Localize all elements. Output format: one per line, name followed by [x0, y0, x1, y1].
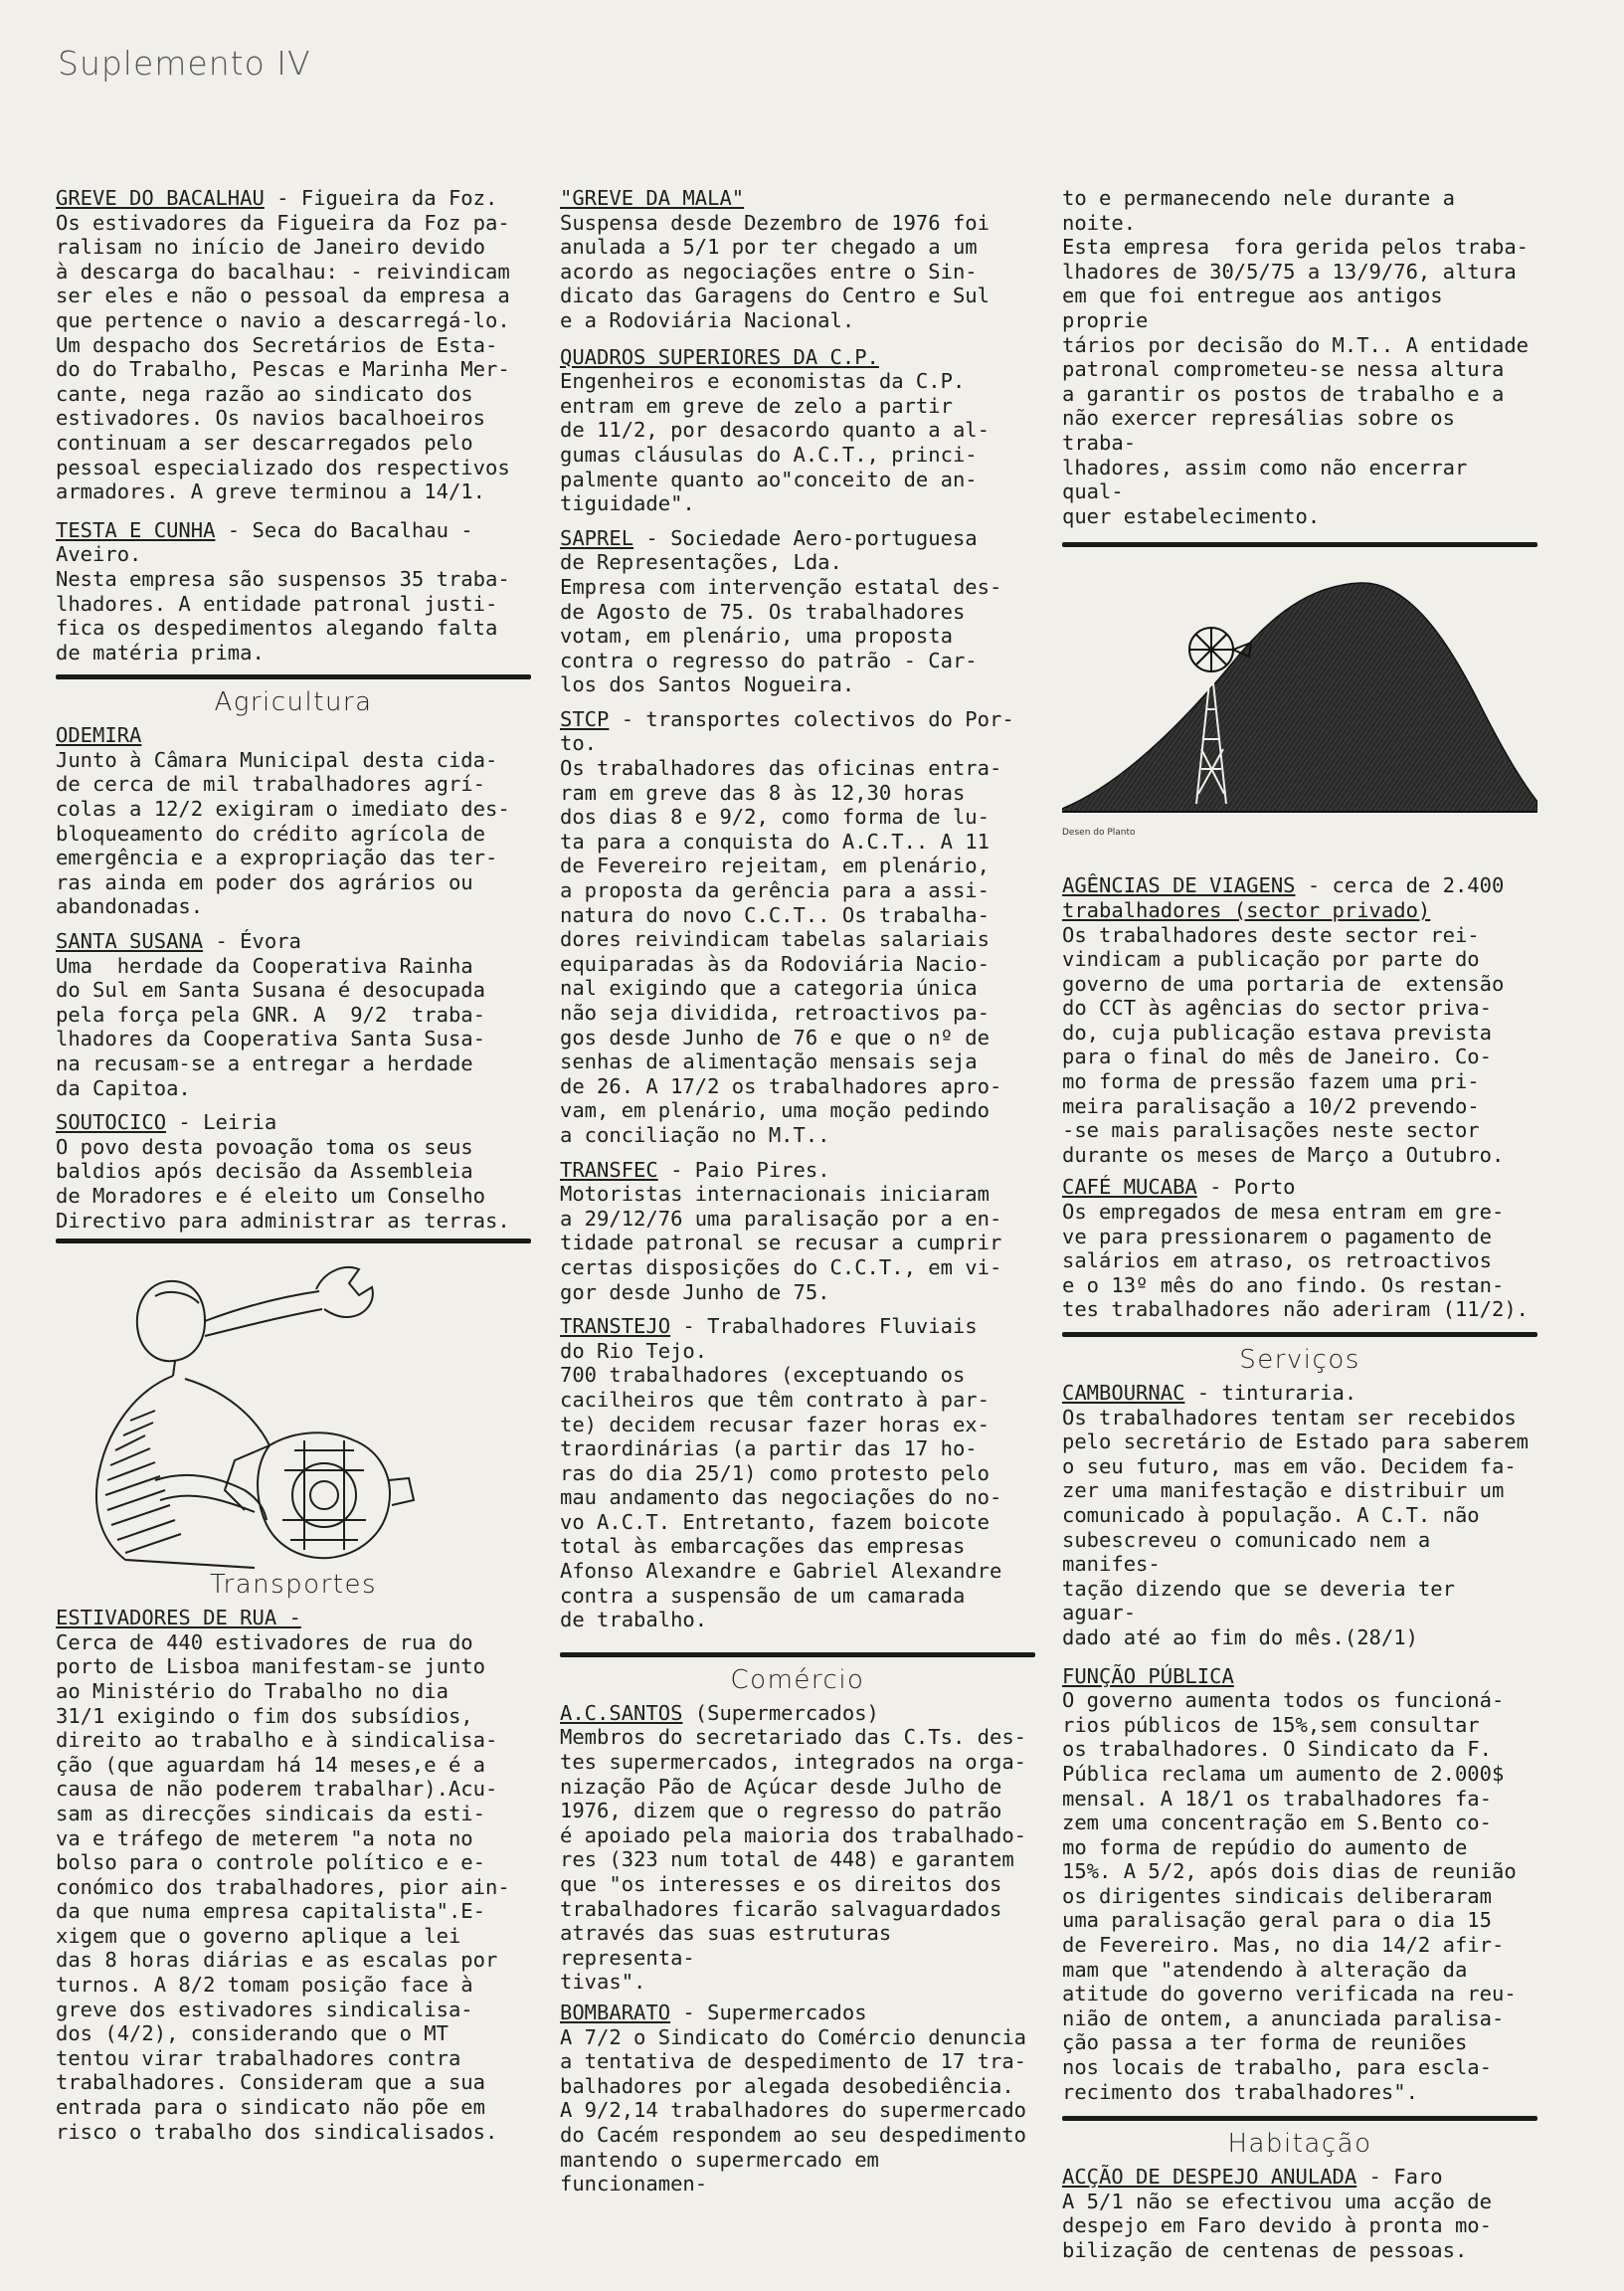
section-divider — [1062, 2116, 1537, 2121]
worker-wrench-illustration — [56, 1251, 531, 1600]
article-heading-rest: - Sociedade Aero-portuguesa de Representações, Lda. — [560, 525, 978, 575]
article-greve-bacalhau — [56, 186, 531, 504]
article-heading-rest: - Supermercados — [670, 2000, 867, 2024]
article-body: Uma herdade da Cooperativa Rainha do Sul em Santa Susana é desocupada pela força pela GNR. A 9/2 traba- lhadores da Cooperativa Santa Susa- na recusam-se a entregar a herdade da Capitoa. — [56, 953, 485, 1100]
article-heading: AGÊNCIAS DE VIAGENS — [1062, 873, 1296, 898]
article-funcao-publica — [1062, 1664, 1537, 2105]
section-title-transportes: Transportes — [209, 1570, 378, 1601]
illustration-caption: Desen do Planto — [1062, 828, 1136, 839]
article-body: Os trabalhadores tentam ser recebidos pelo secretário de Estado para saberem o seu futuro, mas em vão. Decidem fa- zer uma manifestação e distribuir um comunicado à população. A C.T. não subescreveu o comunicado nem a manifes- tação dizendo que se deveria ter aguar- dado até ao fim do mês.(28/1) — [1062, 1405, 1529, 1649]
article-heading-rest: - tinturaria. — [1184, 1381, 1357, 1405]
article-testa-cunha — [56, 518, 531, 666]
article-bombarato — [560, 2001, 1035, 2196]
article-subheading: trabalhadores (sector privado) — [1062, 897, 1431, 922]
article-heading-rest: - Figueira da Foz. — [264, 186, 498, 210]
article-heading-rest: - Leiria — [166, 1110, 277, 1135]
article-transfec — [560, 1158, 1035, 1305]
article-heading: "GREVE DA MALA" — [560, 186, 745, 210]
article-greve-mala — [560, 186, 1035, 333]
article-heading: A.C.SANTOS — [560, 1700, 683, 1725]
mountain-windmill-drawing — [1062, 555, 1537, 824]
article-heading: ACÇÃO DE DESPEJO ANULADA — [1062, 2165, 1357, 2190]
article-transtejo — [560, 1314, 1035, 1632]
section-title-servicos: Serviços — [1239, 1345, 1360, 1375]
article-body: Nesta empresa são suspensos 35 traba- lhadores. A entidade patronal justi- fica os despedimentos alegando falta de matéria prima. — [56, 566, 510, 665]
article-heading: FUNÇÃO PÚBLICA — [1062, 1663, 1234, 1688]
article-saprel — [560, 526, 1035, 697]
article-body: O governo aumenta todos os funcioná- rios públicos de 15%,sem consultar os trabalhadores. O Sindicato da F. Pública reclama um aumento de 2.000$ mensal. A 18/1 os trabalhadores fa- zem uma concentração em S.Bento co- mo forma de repúdio do aumento de 15%. A 5/2, após dois dias de reunião os dirigentes sindicais deliberaram uma paralisação geral para o dia 15 de Fevereiro. Mas, no dia 14/2 afir- mam que "atendendo à alteração da atitude do governo verificada na reu- nião de ontem, a anunciada paralisa- ção passa a ter forma de reuniões nos locais de trabalho, para escla- recimento dos trabalhadores". — [1062, 1688, 1517, 2104]
article-subheading: Engenheiros e economistas da C.P. — [560, 369, 966, 394]
article-body: Os empregados de mesa entram em gre- ve para pressionarem o pagamento de salários em atraso, os retroactivos e o 13º mês do ano findo. Os restan- tes trabalhadores não aderiram (11/2). — [1062, 1200, 1529, 1322]
article-heading-rest: - transportes colectivos do Por- to. — [560, 706, 1014, 756]
article-heading: ODEMIRA — [56, 723, 142, 748]
article-stcp — [560, 707, 1035, 1148]
section-divider — [56, 674, 531, 679]
article-body: Os trabalhadores deste sector rei- vindicam a publicação por parte do governo de uma portaria de extensão do CCT às agências do sector priva- do, cuja publicação estava prevista para o final do mês de Janeiro. Co- mo forma de pressão fazem uma pri- meira paralisação a 10/2 prevendo- -se mais paralisações neste sector durante os meses de Março a Outubro. — [1062, 922, 1505, 1167]
article-heading: CAFÉ MUCABA — [1062, 1175, 1197, 1200]
article-heading: ESTIVADORES DE RUA - — [56, 1606, 301, 1630]
article-body: Os trabalhadores das oficinas entra- ram em greve das 8 às 12,30 horas dos dias 8 e 9/2, como forma de lu- ta para a conquista do A.C.T.. A 11 de Fevereiro rejeitam, em plenário, a proposta da gerência para a assi- natura do novo C.C.T.. Os trabalha- dores reivindicam tabelas salariais equiparadas às da Rodoviária Nacio- nal exigindo que a categoria única não seja dividida, retroactivos pa- gos desde Junho de 76 e que o nº de senhas de alimentação mensais seja de 26. A 17/2 os trabalhadores apro- vam, em plenário, uma moção pedindo a conciliação no M.T.. — [560, 756, 1002, 1147]
section-title-habitacao: Habitação — [1227, 2129, 1372, 2160]
section-title-agricultura: Agricultura — [214, 687, 373, 718]
article-heading-rest: - cerca de 2.400 — [1295, 873, 1505, 898]
article-agencias-viagens — [1062, 873, 1537, 1167]
article-cambournac — [1062, 1381, 1537, 1650]
article-heading: SANTA SUSANA — [56, 929, 204, 954]
article-body: Cerca de 440 estivadores de rua do porto de Lisboa manifestam-se junto ao Ministério do Trabalho no dia 31/1 exigindo o fim dos subsídios, direito ao trabalho e à sindicalisa- ção (que aguardam há 14 meses,e é a causa de não poderem trabalhar).Acu- sam as direcções sindicais da esti- va e tráfego de meterem "a nota no bolso para o controle político e e- conómico dos trabalhadores, pior ain- da que numa empresa capitalista".E- xigem que o governo aplique a lei das 8 horas diárias e as escalas por turnos. A 8/2 tomam posição face à greve dos estivadores sindicalisa- dos (4/2), considerando que o MT tentou virar trabalhadores contra trabalhadores. Consideram que a sua entrada para o sindicato não põe em risco o trabalho dos sindicalisados. — [56, 1629, 510, 2144]
article-body: A 7/2 o Sindicato do Comércio denuncia a tentativa de despedimento de 17 tra- balhadores por alegada desobediência. A 9/2,14 trabalhadores do supermercado do Cacém respondem ao seu despedimento mantendo o supermercado em funcionamen- — [560, 2024, 1026, 2196]
section-divider — [560, 1652, 1035, 1657]
article-heading: SAPREL — [560, 525, 634, 550]
article-heading-rest: - Évora — [203, 929, 301, 954]
article-cafe-mucaba — [1062, 1175, 1537, 1322]
article-bombarato-continued — [1062, 186, 1537, 528]
article-heading-rest: - Seca do Bacalhau - Aveiro. — [56, 517, 473, 567]
article-heading: CAMBOURNAC — [1062, 1381, 1185, 1405]
article-body: entram em greve de zelo a partir de 11/2, por desacordo quanto a al- gumas cláusulas do A.C.T., princi- palmente quanto ao"conceito de an- tiguidade". — [560, 393, 990, 516]
article-soutocico — [56, 1110, 531, 1233]
section-divider — [56, 1239, 531, 1243]
article-body: to e permanecendo nele durante a noite. Esta empresa fora gerida pelos traba- lhadores de 30/5/75 a 13/9/76, altura em que foi entregue aos antigos proprie tários por decisão do M.T.. A entidade patronal comprometeu-se nessa altura a garantir os postos de trabalho e a não exercer represálias sobre os traba- lhadores, assim como não encerrar qual- quer estabelecimento. — [1062, 186, 1529, 528]
mountain-windmill-illustration — [1062, 555, 1537, 838]
article-odemira — [56, 723, 531, 919]
article-estivadores-rua — [56, 1606, 531, 2144]
article-heading: TRANSFEC — [560, 1157, 658, 1182]
article-heading: BOMBARATO — [560, 2000, 671, 2024]
article-quadros-superiores — [560, 345, 1035, 516]
article-body: A 5/1 não se efectivou uma acção de despejo em Faro devido à pronta mo- bilização de centenas de pessoas. — [1062, 2189, 1492, 2262]
article-heading: TRANSTEJO — [560, 1314, 671, 1339]
article-body: Junto à Câmara Municipal desta cida- de cerca de mil trabalhadores agrí- colas a 12/2 exigiram o imediato des- bloqueamento do crédito agrícola de emergência e a expropriação das ter- ras ainda em poder dos agrários ou abandonadas. — [56, 747, 510, 919]
article-ac-santos — [560, 1701, 1035, 1995]
article-heading: SOUTOCICO — [56, 1110, 167, 1135]
article-heading: STCP — [560, 706, 610, 731]
article-heading-rest: - Trabalhadores Fluviais do Rio Tejo. — [560, 1314, 978, 1363]
article-body: Membros do secretariado das C.Ts. des- tes supermercados, integrados na orga- nização Pão de Açúcar desde Julho de 1976, dizem que o regresso do patrão é apoiado pela maioria dos trabalhado- res (323 num total de 448) e garantem que "os interesses e os direitos dos trabalhadores ficarão salvaguardados através das suas estruturas representa- tivas". — [560, 1725, 1026, 1995]
article-body: Motoristas internacionais iniciaram a 29/12/76 uma paralisação por a en- tidade patronal se recusar a cumprir certas disposições do C.C.T., em vi- gor desde Junho de 75. — [560, 1182, 1002, 1304]
worker-with-wrench-drawing — [56, 1251, 531, 1580]
supplement-header: Suplemento IV — [58, 44, 311, 83]
section-title-comercio: Comércio — [730, 1664, 865, 1695]
article-body: Os estivadores da Figueira da Foz pa- ralisam no início de Janeiro devido à descarga do bacalhau: - reivindicam ser eles e não o pessoal da empresa a que pertence o navio a descarregá-lo. Um despacho dos Secretários de Esta- do do Trabalho, Pescas e Marinha Mer- cante, nega razão ao sindicato dos estivadores. Os navios bacalhoeiros continuam a ser descarregados pelo pessoal especializado dos respectivos armadores. A greve terminou a 14/1. — [56, 210, 510, 504]
column-3 — [1062, 186, 1537, 2265]
article-santa-susana — [56, 929, 531, 1100]
article-heading-rest: - Paio Pires. — [657, 1157, 830, 1182]
article-body: Empresa com intervenção estatal des- de Agosto de 75. Os trabalhadores votam, em plenário, uma proposta contra o regresso do patrão - Car- los dos Santos Nogueira. — [560, 574, 1002, 697]
article-heading-rest: (Supermercados) — [682, 1700, 879, 1725]
article-accao-despejo — [1062, 2165, 1537, 2262]
article-heading-rest: - Porto — [1196, 1175, 1296, 1200]
section-divider — [1062, 542, 1537, 547]
article-heading-rest: - Faro — [1356, 2165, 1443, 2190]
column-1 — [56, 186, 531, 2146]
article-body: 700 trabalhadores (exceptuando os cacilheiros que têm contrato à par- te) decidem recusar fazer horas ex- traordinárias (a partir das 17 ho- ras do dia 25/1) como protesto pelo mau andamento das negociações do no- vo A.C.T. Entretanto, fazem boicote total às embarcações das empresas Afonso Alexandre e Gabriel Alexandre contra a suspensão de um camarada de trabalho. — [560, 1363, 1002, 1632]
article-heading: GREVE DO BACALHAU — [56, 186, 265, 210]
section-divider — [1062, 1332, 1537, 1337]
article-heading: QUADROS SUPERIORES DA C.P. — [560, 344, 879, 369]
article-body: O povo desta povoação toma os seus baldios após decisão da Assembleia de Moradores e é eleito um Conselho Directivo para administrar as terras. — [56, 1134, 510, 1233]
article-heading: TESTA E CUNHA — [56, 517, 216, 542]
column-2 — [560, 186, 1035, 2198]
article-body: Suspensa desde Dezembro de 1976 foi anulada a 5/1 por ter chegado a um acordo as negociações entre o Sin- dicato das Garagens do Centro e Sul e a Rodoviária Nacional. — [560, 210, 990, 332]
